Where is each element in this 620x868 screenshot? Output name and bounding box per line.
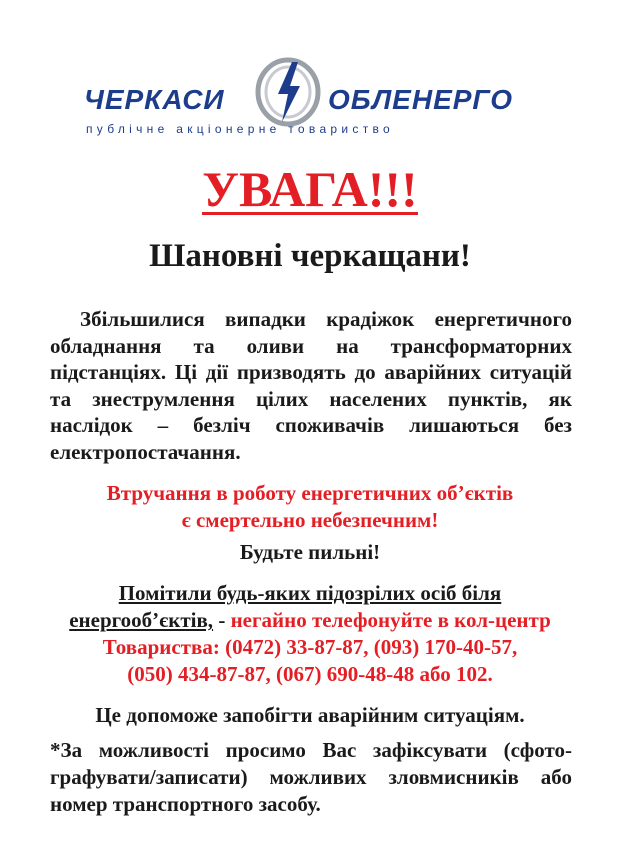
phone-numbers-line-1: Товариства: (0472) 33-87-87, (093) 170-40-57, — [102, 635, 518, 659]
call-line-2-red: негайно телефонуйте в кол-центр — [230, 608, 551, 632]
company-logo — [84, 56, 536, 138]
main-paragraph: Збільшилися випадки крадіжок енергетичного обладнання та оливи на трансформаторних підстанціях. Ці дії призводять до аварійних ситуацій та знеструмлення цілих населених пунктів, як наслідок – безліч споживачів лишаються без електропостачання. — [50, 307, 572, 464]
call-line-2-underlined: енергооб’єктів, — [69, 608, 214, 632]
warning-line-2: є смертельно небезпечним! — [181, 508, 439, 532]
logo-subtitle: публічне акціонерне товариство — [86, 122, 395, 136]
danger-warning — [0, 480, 620, 534]
logo-text-right: ОБЛЕНЕРГО — [328, 84, 514, 115]
footnote: *За можливості просимо Вас зафіксувати (сфотографувати/записати) можливих зловмисників або номер транспортного засобу. — [50, 738, 572, 816]
logo-text-left: ЧЕРКАСИ — [84, 84, 225, 115]
call-center-block — [0, 580, 620, 688]
call-line-1: Помітили будь-яких підозрілих осіб біля — [118, 581, 502, 605]
vigilant-line: Будьте пильні! — [239, 540, 381, 564]
attention-heading — [0, 161, 620, 217]
lightning-bolt-in-circle-icon — [252, 56, 324, 128]
warning-line-1: Втручання в роботу енергетичних об’єктів — [106, 481, 514, 505]
call-line-2-dash: - — [213, 608, 231, 632]
greeting-heading: Шановні черкащани! — [149, 238, 471, 274]
attention-text: УВАГА!!! — [202, 161, 418, 217]
help-line: Це допоможе запобігти аварійним ситуаціям. — [95, 703, 525, 727]
phone-numbers-line-2: (050) 434-87-87, (067) 690-48-48 або 102. — [127, 662, 493, 686]
